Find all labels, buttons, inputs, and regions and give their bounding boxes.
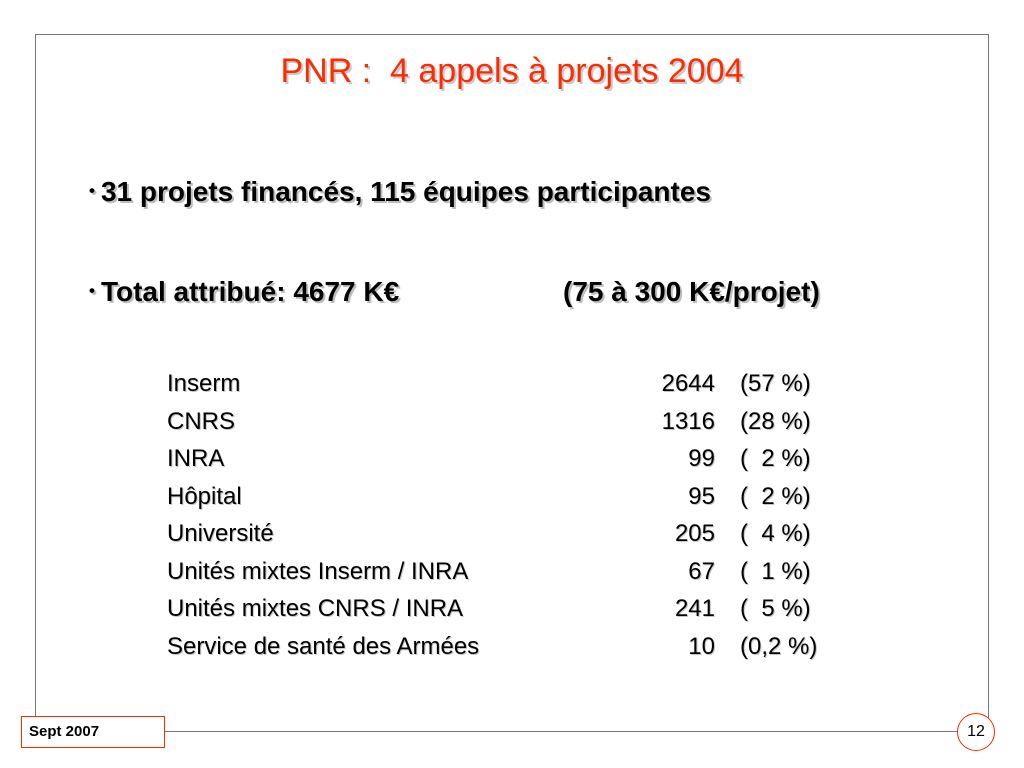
bullet-projects-text: 31 projets financés, 115 équipes participantes bbox=[100, 176, 711, 207]
bullet-icon: • bbox=[89, 180, 95, 200]
table-row bbox=[167, 483, 847, 521]
percent-value: (0,2 %) bbox=[740, 632, 818, 660]
percent-value: ( 2 %) bbox=[740, 482, 811, 510]
percent-value: ( 4 %) bbox=[740, 520, 811, 547]
table-row bbox=[167, 445, 847, 483]
institution-name: Inserm bbox=[167, 370, 241, 397]
footer-divider bbox=[165, 731, 954, 732]
table-row bbox=[167, 633, 847, 671]
institution-name: Unités mixtes Inserm / INRA bbox=[167, 557, 469, 585]
table-row bbox=[167, 595, 847, 633]
institution-name: Hôpital bbox=[167, 482, 242, 510]
institution-name: Université bbox=[167, 520, 274, 547]
institution-name: CNRS bbox=[167, 407, 236, 435]
funding-table bbox=[167, 370, 847, 670]
table-row bbox=[167, 558, 847, 596]
institution-name: Service de santé des Armées bbox=[167, 632, 480, 660]
bullet-icon: • bbox=[89, 280, 95, 300]
bullet-total-label: Total attribué: 4677 K€ bbox=[100, 276, 400, 307]
percent-value: (28 %) bbox=[740, 407, 811, 435]
bullet-total bbox=[89, 276, 820, 308]
slide-title: PNR : 4 appels à projets 2004 bbox=[280, 52, 744, 90]
amount-value: 99 bbox=[688, 445, 715, 472]
amount-value: 67 bbox=[688, 557, 715, 585]
percent-value: (57 %) bbox=[740, 370, 811, 397]
amount-value: 241 bbox=[674, 595, 715, 622]
amount-value: 2644 bbox=[661, 370, 715, 397]
table-row bbox=[167, 408, 847, 446]
page-number: 12 bbox=[957, 713, 995, 751]
table-row bbox=[167, 370, 847, 408]
institution-name: INRA bbox=[167, 445, 225, 472]
percent-value: ( 2 %) bbox=[740, 445, 811, 472]
footer-date-box: Sept 2007 bbox=[21, 716, 165, 748]
table-row bbox=[167, 520, 847, 558]
amount-value: 95 bbox=[688, 482, 715, 510]
amount-value: 205 bbox=[674, 520, 715, 547]
percent-value: ( 1 %) bbox=[740, 557, 811, 585]
institution-name: Unités mixtes CNRS / INRA bbox=[167, 595, 464, 622]
amount-value: 10 bbox=[688, 632, 715, 660]
bullet-projects bbox=[89, 176, 711, 208]
amount-value: 1316 bbox=[661, 407, 715, 435]
percent-value: ( 5 %) bbox=[740, 595, 811, 622]
bullet-total-range: (75 à 300 K€/projet) bbox=[563, 276, 820, 307]
